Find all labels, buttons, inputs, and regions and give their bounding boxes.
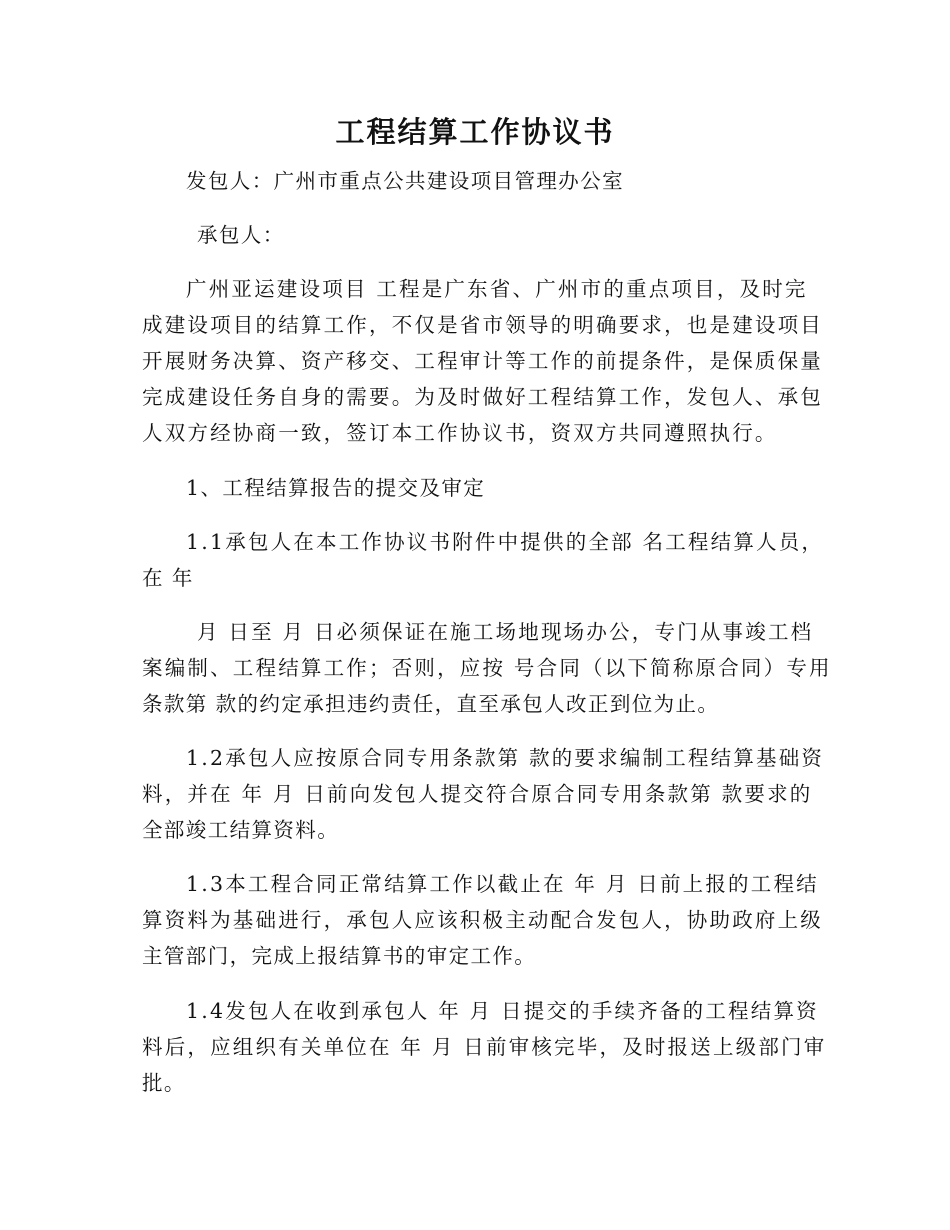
document-title: 工程结算工作协议书 — [335, 115, 615, 149]
clause-line: 1.2承包人应按原合同专用条款第 款的要求编制工程结算基础资 — [186, 746, 825, 770]
clause-line: 算资料为基础进行，承包人应该积极主动配合发包人，协助政府上级 — [142, 908, 823, 932]
clause-line: 在 年 — [142, 566, 194, 590]
clause-line: 批。 — [142, 1071, 186, 1095]
clause-line: 月 日至 月 日必须保证在施工场地现场办公，专门从事竣工档 — [197, 620, 814, 644]
section-heading: 1、工程结算报告的提交及审定 — [186, 476, 486, 500]
clause-line: 条款第 款的约定承担违约责任，直至承包人改正到位为止。 — [142, 692, 720, 716]
clause-line: 1.1承包人在本工作协议书附件中提供的全部 名工程结算人员， — [186, 530, 825, 554]
clause-line: 案编制、工程结算工作；否则，应按 号合同（以下简称原合同）专用 — [142, 656, 832, 680]
contractor-line: 承包人： — [197, 223, 285, 247]
clause-line: 1.4发包人在收到承包人 年 月 日提交的手续齐备的工程结算资 — [186, 999, 819, 1023]
paragraph-line: 广州亚运建设项目 工程是广东省、广州市的重点项目，及时完 — [186, 277, 808, 301]
paragraph-line: 人双方经协商一致，签订本工作协议书，资双方共同遵照执行。 — [142, 421, 778, 445]
paragraph-line: 开展财务决算、资产移交、工程审计等工作的前提条件，是保质保量 — [142, 349, 823, 373]
employer-line: 发包人：广州市重点公共建设项目管理办公室 — [186, 169, 624, 193]
paragraph-line: 成建设项目的结算工作，不仅是省市领导的明确要求，也是建设项目 — [142, 313, 823, 337]
clause-line: 主管部门，完成上报结算书的审定工作。 — [142, 944, 537, 968]
clause-line: 1.3本工程合同正常结算工作以截止在 年 月 日前上报的工程结 — [186, 872, 819, 896]
clause-line: 料后，应组织有关单位在 年 月 日前审核完毕，及时报送上级部门审 — [142, 1035, 827, 1059]
clause-line: 全部竣工结算资料。 — [142, 818, 340, 842]
paragraph-line: 完成建设任务自身的需要。为及时做好工程结算工作，发包人、承包 — [142, 385, 823, 409]
clause-line: 料，并在 年 月 日前向发包人提交符合原合同专用条款第 款要求的 — [142, 782, 813, 806]
